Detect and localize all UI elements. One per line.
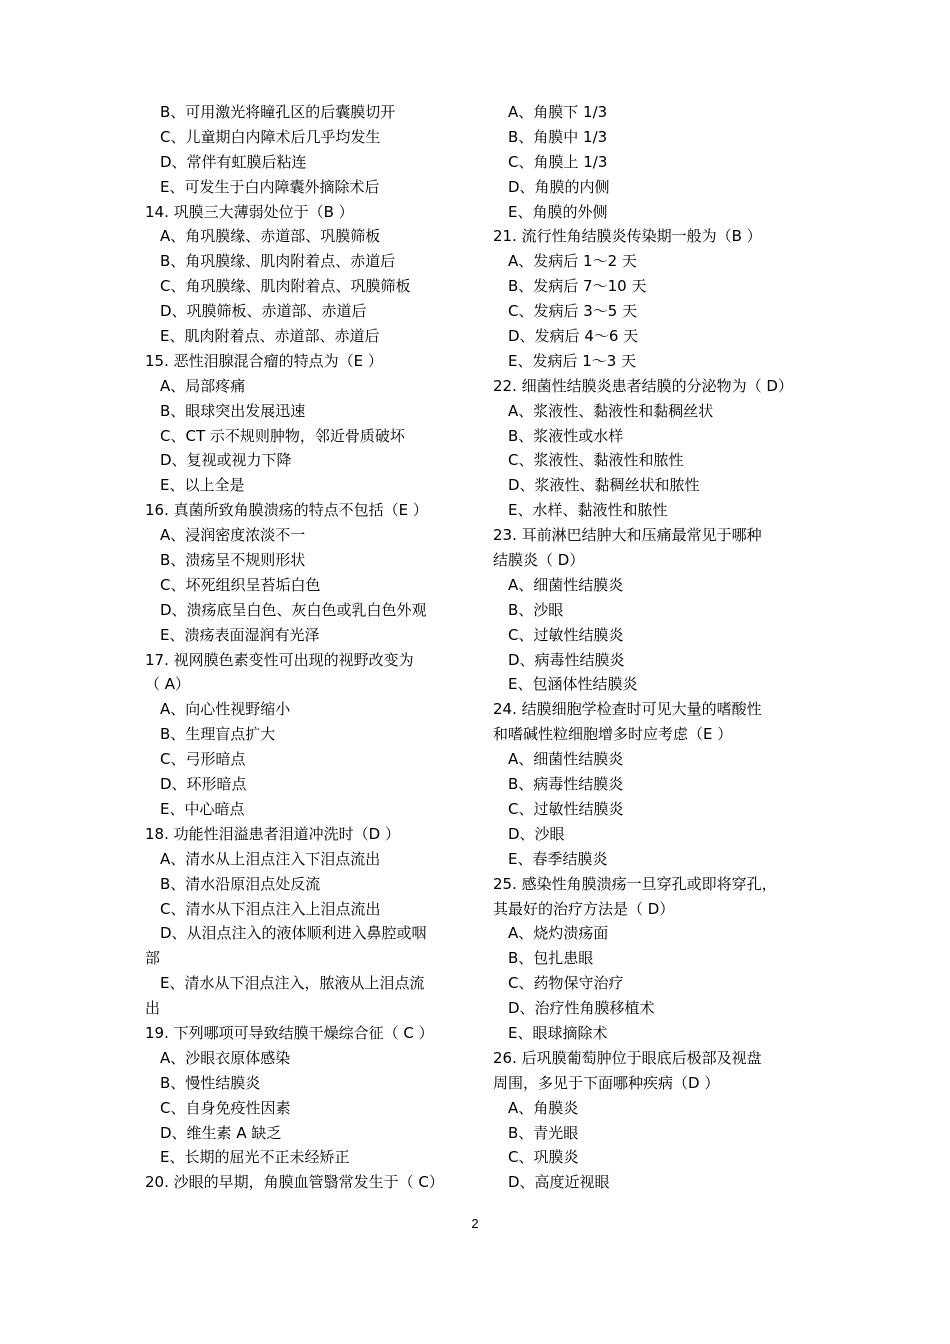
answer-option-line: D、常伴有虹膜后粘连 xyxy=(160,152,307,171)
left-column xyxy=(145,100,475,1195)
answer-option-line: E、长期的屈光不正未经矫正 xyxy=(160,1148,350,1167)
question-line: 14. 巩膜三大薄弱处位于（B ） xyxy=(145,202,354,221)
answer-option-line: C、坏死组织呈苔垢白色 xyxy=(160,575,321,594)
answer-option-line: B、浆液性或水样 xyxy=(508,426,624,445)
answer-option-line: D、巩膜筛板、赤道部、赤道后 xyxy=(160,302,367,321)
answer-option-line: C、巩膜炎 xyxy=(508,1148,579,1167)
answer-option-line: C、药物保守治疗 xyxy=(508,974,624,993)
answer-option-line: D、治疗性角膜移植术 xyxy=(508,999,655,1018)
answer-option-line: C、角膜上 1/3 xyxy=(508,152,608,171)
answer-option-line: A、细菌性结膜炎 xyxy=(508,575,624,594)
question-line: 部 xyxy=(145,949,161,968)
question-line: 出 xyxy=(145,999,161,1018)
answer-option-line: E、以上全是 xyxy=(160,476,245,495)
answer-option-line: B、清水沿原泪点处反流 xyxy=(160,874,321,893)
answer-option-line: D、病毒性结膜炎 xyxy=(508,650,625,669)
answer-option-line: E、中心暗点 xyxy=(160,799,245,818)
answer-option-line: B、发病后 7～10 天 xyxy=(508,277,647,296)
question-line: 周围，多见于下面哪种疾病（D ） xyxy=(493,1073,720,1092)
answer-option-line: B、眼球突出发展迅速 xyxy=(160,401,306,420)
question-line: 其最好的治疗方法是（ D） xyxy=(493,899,675,918)
answer-option-line: D、角膜的内侧 xyxy=(508,177,610,196)
answer-option-line: C、角巩膜缘、肌肉附着点、巩膜筛板 xyxy=(160,277,411,296)
question-line: 18. 功能性泪溢患者泪道冲洗时（D ） xyxy=(145,824,400,843)
answer-option-line: A、角巩膜缘、赤道部、巩膜筛板 xyxy=(160,227,381,246)
question-line: 19. 下列哪项可导致结膜干燥综合征（ C ） xyxy=(145,1023,434,1042)
answer-option-line: A、浸润密度浓淡不一 xyxy=(160,526,306,545)
question-line: 22. 细菌性结膜炎患者结膜的分泌物为（ D） xyxy=(493,376,793,395)
answer-option-line: A、清水从上泪点注入下泪点流出 xyxy=(160,849,381,868)
answer-option-line: D、环形暗点 xyxy=(160,775,247,794)
answer-option-line: D、发病后 4～6 天 xyxy=(508,327,639,346)
answer-option-line: A、烧灼溃疡面 xyxy=(508,924,609,943)
answer-option-line: A、细菌性结膜炎 xyxy=(508,750,624,769)
answer-option-line: C、CT 示不规则肿物，邻近骨质破坏 xyxy=(160,426,405,445)
answer-option-line: A、发病后 1～2 天 xyxy=(508,252,637,271)
page-number: 2 xyxy=(471,1216,479,1231)
answer-option-line: A、角膜炎 xyxy=(508,1098,579,1117)
answer-option-line: B、可用激光将瞳孔区的后囊膜切开 xyxy=(160,103,396,121)
answer-option-line: D、从泪点注入的液体顺利进入鼻腔或咽 xyxy=(160,924,427,943)
answer-option-line: B、青光眼 xyxy=(508,1123,579,1142)
answer-option-line: B、角膜中 1/3 xyxy=(508,127,608,146)
answer-option-line: C、自身免疫性因素 xyxy=(160,1098,291,1117)
answer-option-line: A、角膜下 1/3 xyxy=(508,103,608,121)
answer-option-line: B、沙眼 xyxy=(508,600,564,619)
answer-option-line: A、沙眼衣原体感染 xyxy=(160,1048,291,1067)
answer-option-line: E、肌肉附着点、赤道部、赤道后 xyxy=(160,327,380,346)
answer-option-line: A、向心性视野缩小 xyxy=(160,700,291,719)
answer-option-line: D、沙眼 xyxy=(508,824,565,843)
right-column xyxy=(493,100,823,1195)
answer-option-line: E、包涵体性结膜炎 xyxy=(508,675,638,694)
question-line: 16. 真菌所致角膜溃疡的特点不包括（E ） xyxy=(145,501,428,520)
answer-option-line: B、病毒性结膜炎 xyxy=(508,775,624,794)
answer-option-line: D、复视或视力下降 xyxy=(160,451,292,470)
answer-option-line: D、高度近视眼 xyxy=(508,1173,610,1192)
question-line: 23. 耳前淋巴结肿大和压痛最常见于哪种 xyxy=(493,526,762,545)
answer-option-line: E、可发生于白内障囊外摘除术后 xyxy=(160,177,380,196)
answer-option-line: E、角膜的外侧 xyxy=(508,202,608,221)
answer-option-line: E、清水从下泪点注入，脓液从上泪点流 xyxy=(160,974,425,993)
answer-option-line: C、儿童期白内障术后几乎均发生 xyxy=(160,127,381,146)
question-line: 21. 流行性角结膜炎传染期一般为（B ） xyxy=(493,227,762,246)
answer-option-line: C、清水从下泪点注入上泪点流出 xyxy=(160,899,381,918)
question-line: 15. 恶性泪腺混合瘤的特点为（E ） xyxy=(145,351,383,370)
answer-option-line: E、春季结膜炎 xyxy=(508,849,608,868)
answer-option-line: D、浆液性、黏稠丝状和脓性 xyxy=(508,476,700,495)
answer-option-line: B、生理盲点扩大 xyxy=(160,725,276,744)
question-line: 24. 结膜细胞学检查时可见大量的嗜酸性 xyxy=(493,700,762,719)
answer-option-line: B、包扎患眼 xyxy=(508,949,594,968)
question-line: （ A） xyxy=(145,675,191,694)
answer-option-line: C、过敏性结膜炎 xyxy=(508,625,624,644)
answer-option-line: E、溃疡表面湿润有光泽 xyxy=(160,625,320,644)
answer-option-line: B、慢性结膜炎 xyxy=(160,1073,261,1092)
answer-option-line: C、弓形暗点 xyxy=(160,750,246,769)
answer-option-line: C、发病后 3～5 天 xyxy=(508,302,638,321)
answer-option-line: D、溃疡底呈白色、灰白色或乳白色外观 xyxy=(160,600,427,619)
question-line: 25. 感染性角膜溃疡一旦穿孔或即将穿孔， xyxy=(493,874,777,893)
answer-option-line: A、浆液性、黏液性和黏稠丝状 xyxy=(508,401,714,420)
answer-option-line: A、局部疼痛 xyxy=(160,376,246,395)
answer-option-line: D、维生素 A 缺乏 xyxy=(160,1123,282,1142)
question-line: 17. 视网膜色素变性可出现的视野改变为 xyxy=(145,650,414,669)
answer-option-line: C、过敏性结膜炎 xyxy=(508,799,624,818)
answer-option-line: E、眼球摘除术 xyxy=(508,1023,608,1042)
answer-option-line: B、溃疡呈不规则形状 xyxy=(160,551,306,570)
question-line: 和嗜碱性粒细胞增多时应考虑（E ） xyxy=(493,725,733,744)
answer-option-line: E、水样、黏液性和脓性 xyxy=(508,501,668,520)
answer-option-line: B、角巩膜缘、肌肉附着点、赤道后 xyxy=(160,252,396,271)
question-line: 26. 后巩膜葡萄肿位于眼底后极部及视盘 xyxy=(493,1048,762,1067)
question-line: 结膜炎（ D） xyxy=(493,551,585,570)
question-line: 20. 沙眼的早期，角膜血管翳常发生于（ C） xyxy=(145,1173,444,1192)
answer-option-line: C、浆液性、黏液性和脓性 xyxy=(508,451,684,470)
answer-option-line: E、发病后 1～3 天 xyxy=(508,351,637,370)
